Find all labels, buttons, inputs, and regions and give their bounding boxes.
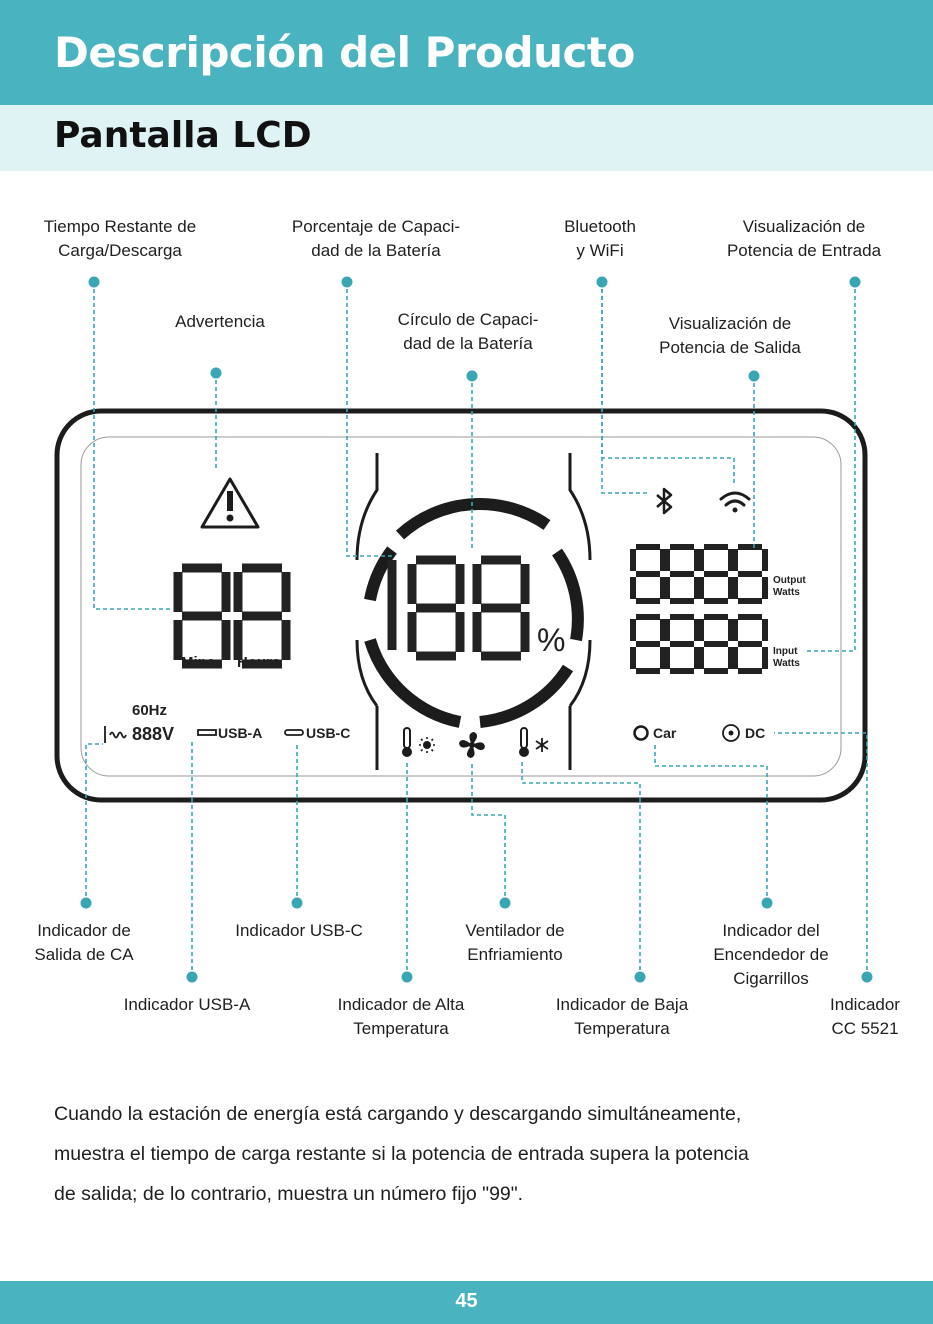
voltage-label: 888V — [132, 724, 175, 744]
warning-icon — [202, 479, 258, 527]
label-battery-percentage: Porcentaje de Capaci- dad de la Batería — [291, 217, 461, 260]
label-usb-c: Indicador USB-C — [235, 921, 363, 940]
fan-icon — [459, 732, 485, 758]
input-watts-digits — [633, 617, 765, 671]
label-dc5521: Indicador CC 5521 — [830, 995, 900, 1038]
usb-a-icon — [198, 730, 216, 735]
frequency-label: 60Hz — [132, 702, 168, 719]
usb-c-icon — [285, 730, 303, 735]
description-paragraph: Cuando la estación de energía está cargando y descargando simultáneamente, muestra el tiempo de carga restante si la potencia de entrada supera la potencia de salida; de lo contrario, muestra un número fijo "99". — [54, 1103, 749, 1205]
label-bluetooth-wifi: Bluetooth y WiFi — [564, 217, 636, 260]
section-title: Pantalla LCD — [54, 115, 312, 156]
car-icon — [635, 727, 648, 740]
page-number: 45 — [455, 1290, 478, 1312]
page-title: Descripción del Producto — [54, 28, 635, 77]
output-watts-label: Output Watts — [773, 575, 806, 598]
label-input-power: Visualización de Potencia de Entrada — [726, 217, 882, 260]
hours-label: Hours — [237, 654, 281, 671]
wifi-icon — [721, 493, 749, 513]
high-temp-icon — [402, 728, 435, 757]
label-high-temp: Indicador de Alta Temperatura — [337, 995, 465, 1038]
car-label: Car — [653, 725, 677, 741]
dc-icon — [723, 725, 739, 741]
usb-c-label: USB-C — [306, 725, 351, 741]
low-temp-icon — [519, 728, 548, 757]
label-ac-output: Indicador de Salida de CA — [34, 921, 134, 964]
label-low-temp: Indicador de Baja Temperatura — [555, 995, 689, 1038]
label-cigarette-lighter: Indicador del Encendedor de Cigarrillos — [713, 921, 829, 988]
label-output-power: Visualización de Potencia de Salida — [659, 314, 801, 357]
ac-output-icon — [105, 726, 126, 743]
input-watts-label: Input Watts — [773, 646, 800, 669]
label-cooling-fan: Ventilador de Enfriamiento — [465, 921, 565, 964]
label-battery-circle: Círculo de Capaci- dad de la Batería — [397, 310, 539, 353]
label-warning: Advertencia — [175, 312, 265, 331]
output-watts-digits — [633, 547, 765, 601]
percentage-digits — [392, 560, 525, 656]
percent-sign: % — [537, 622, 566, 658]
time-digit-2 — [238, 568, 286, 664]
time-digit-1 — [178, 568, 226, 664]
bluetooth-icon — [657, 489, 671, 513]
label-remaining-time: Tiempo Restante de Carga/Descarga — [43, 217, 197, 260]
mins-label: Mins — [181, 654, 216, 671]
dc-label: DC — [745, 725, 766, 741]
usb-a-label: USB-A — [218, 725, 263, 741]
label-usb-a: Indicador USB-A — [123, 995, 251, 1014]
